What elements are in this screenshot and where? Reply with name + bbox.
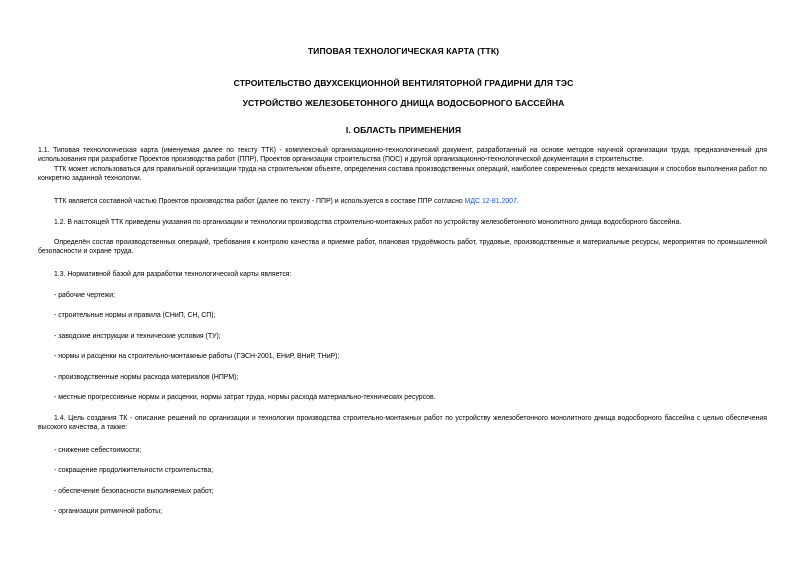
list-item: - местные прогрессивные нормы и расценки, нормы затрат труда, нормы расхода материально-технических ресурсов. (54, 394, 436, 401)
document-subtitle-2: УСТРОЙСТВО ЖЕЛЕЗОБЕТОННОГО ДНИЩА ВОДОСБОРНОГО БАССЕЙНА (242, 98, 565, 108)
list-item: - организации ритмичной работы; (54, 508, 163, 515)
paragraph-1-2: 1.2. В настоящей ТТК приведены указания по организации и технологии производства строительно-монтажных работ по устройству железобетонного монолитного днища водосборного бассейна. (54, 219, 682, 226)
section-title: I. ОБЛАСТЬ ПРИМЕНЕНИЯ (345, 125, 462, 135)
paragraph-1-1: 1.1. Типовая технологическая карта (именуемая далее по тексту ТТК) - комплексный организационно-технологический документ, разработанный на основе методов научной организации труда, предназначенный для использования при разработке Проектов производства работ (ППР), Проектов организации строительства (ПОС) и другой организационно-технологической документации в строительстве. (38, 147, 767, 164)
list-item: - обеспечение безопасности выполняемых работ; (54, 488, 214, 495)
list-item: - заводские инструкции и технические условия (ТУ); (54, 333, 221, 340)
paragraph-1-4: 1.4. Цель создания ТК - описание решений по организации и технологии производства строительно-монтажных работ по устройству железобетонного монолитного днища водосборного бассейна с целью обеспечения высокого качества, а также: (38, 415, 767, 432)
list-item: - нормы и расценки на строительно-монтажные работы (ГЭСН-2001, ЕНиР, ВНиР, ТНиР); (54, 353, 340, 360)
list-item: - рабочие чертежи; (54, 292, 115, 299)
list-item: - сокращение продолжительности строительства; (54, 467, 214, 474)
list-item: - производственные нормы расхода материалов (НПРМ); (54, 374, 239, 381)
document-subtitle-1: СТРОИТЕЛЬСТВО ДВУХСЕКЦИОННОЙ ВЕНТИЛЯТОРНОЙ ГРАДИРНИ ДЛЯ ТЭС (233, 78, 574, 88)
mds-link[interactable]: МДС 12-81.2007 (464, 198, 517, 205)
paragraph-ttk-ppr-end: . (516, 198, 519, 205)
document-title: ТИПОВАЯ ТЕХНОЛОГИЧЕСКАЯ КАРТА (ТТК) (307, 46, 500, 56)
paragraph-ttk-ppr-text: ТТК является составной частью Проектов производства работ (далее по тексту - ППР) и используется в составе ППР согласно (54, 198, 465, 205)
list-item: - снижение себестоимости; (54, 447, 142, 454)
paragraph-ttk-usage: ТТК может использоваться для правильной организации труда на строительном объекте, определения состава производственных операций, наиболее современных средств механизации и способов выполнения работ по конкретно заданной технологии. (38, 166, 767, 183)
paragraph-operations: Определён состав производственных операций, требования к контролю качества и приемке работ, плановая трудоёмкость работ, трудовые, производственные и материальные ресурсы, мероприятия по промышленной безопасности и охране труда. (38, 239, 767, 256)
list-item: - строительные нормы и правила (СНиП, СН, СП); (54, 312, 216, 319)
paragraph-ttk-ppr (54, 197, 519, 206)
paragraph-1-3: 1.3. Нормативной базой для разработки технологической карты является: (54, 271, 292, 278)
